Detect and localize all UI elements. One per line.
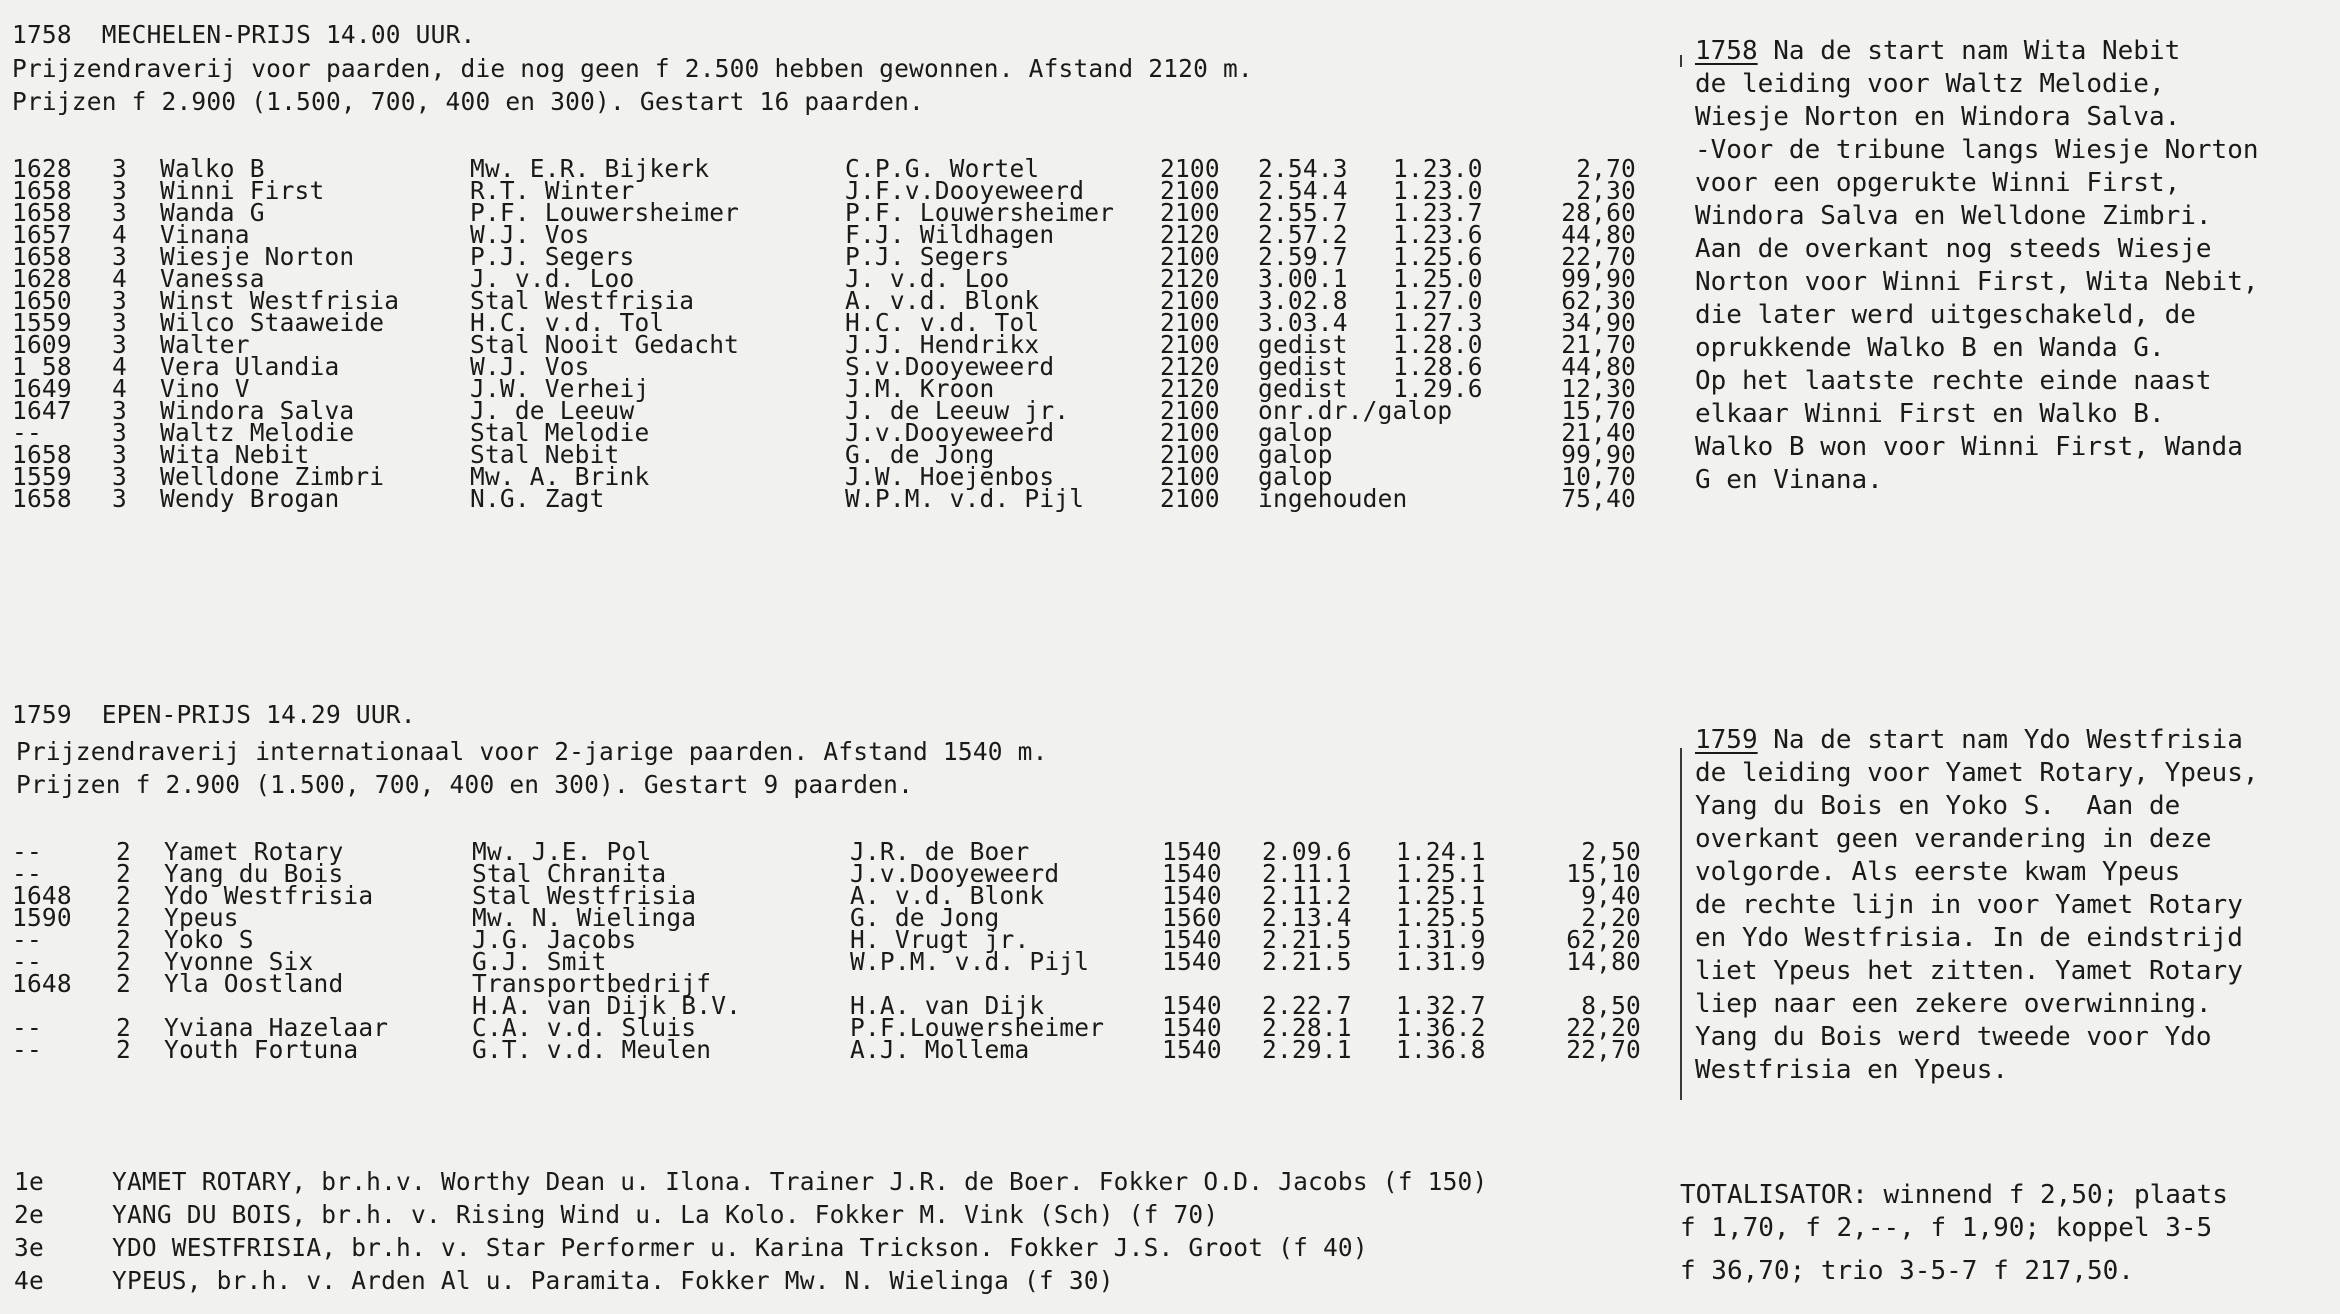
cell-km: 1.31.9 — [1396, 925, 1486, 954]
cell-odds: 99,90 — [1561, 440, 1636, 469]
cell-horse: Ydo Westfrisia — [164, 881, 374, 910]
commentary-line: volgorde. Als eerste kwam Ypeus — [1695, 857, 2181, 887]
cell-driver: A. v.d. Blonk — [845, 286, 1040, 315]
cell-ref: 1559 — [12, 308, 72, 337]
cell-km: 1.23.0 — [1393, 154, 1483, 183]
cell-dist: 2100 — [1160, 286, 1220, 315]
commentary-line: de rechte lijn in voor Yamet Rotary — [1695, 890, 2243, 920]
cell-driver: J.v.Dooyeweerd — [850, 859, 1060, 888]
cell-ref: 1648 — [12, 969, 72, 998]
cell-km: 1.36.2 — [1396, 1013, 1486, 1042]
cell-time: 3.03.4 — [1258, 308, 1348, 337]
cell-ref: 1647 — [12, 396, 72, 425]
totalisator-line: TOTALISATOR: winnend f 2,50; plaats — [1680, 1180, 2228, 1210]
cell-odds: 28,60 — [1561, 198, 1636, 227]
cell-age: 2 — [116, 837, 131, 866]
cell-odds: 8,50 — [1581, 991, 1641, 1020]
commentary-line: liep naar een zekere overwinning. — [1695, 989, 2212, 1019]
cell-owner: Mw. A. Brink — [470, 462, 650, 491]
cell-time: 2.21.5 — [1262, 947, 1352, 976]
cell-driver: J.M. Kroon — [845, 374, 995, 403]
cell-driver: P.F.Louwersheimer — [850, 1013, 1105, 1042]
commentary-line: Op het laatste rechte einde naast — [1695, 366, 2212, 396]
cell-horse: Winni First — [160, 176, 325, 205]
cell-driver: J.W. Hoejenbos — [845, 462, 1055, 491]
cell-time: galop — [1258, 440, 1333, 469]
cell-horse: Yang du Bois — [164, 859, 344, 888]
cell-time: ingehouden — [1258, 484, 1408, 513]
cell-age: 2 — [116, 859, 131, 888]
cell-odds: 21,40 — [1561, 418, 1636, 447]
cell-age: 2 — [116, 1035, 131, 1064]
cell-odds: 15,70 — [1561, 396, 1636, 425]
race-conditions: Prijzendraverij voor paarden, die nog geen f 2.500 hebben gewonnen. Afstand 2120 m. — [12, 54, 1253, 83]
cell-age: 3 — [112, 418, 127, 447]
cell-odds: 22,70 — [1561, 242, 1636, 271]
cell-dist: 1560 — [1162, 903, 1222, 932]
cell-time: onr.dr./galop — [1258, 396, 1453, 425]
cell-time: 2.29.1 — [1262, 1035, 1352, 1064]
cell-ref: 1590 — [12, 903, 72, 932]
cell-km: 1.25.1 — [1396, 881, 1486, 910]
cell-time: gedist — [1258, 374, 1348, 403]
commentary-line: Westfrisia en Ypeus. — [1695, 1055, 2009, 1085]
cell-owner: Stal Westfrisia — [472, 881, 697, 910]
cell-odds: 9,40 — [1581, 881, 1641, 910]
cell-driver: W.P.M. v.d. Pijl — [845, 484, 1085, 513]
race-prizes: Prijzen f 2.900 (1.500, 700, 400 en 300). Gestart 16 paarden. — [12, 87, 924, 116]
cell-ref: 1658 — [12, 198, 72, 227]
cell-horse: Wita Nebit — [160, 440, 310, 469]
cell-odds: 75,40 — [1561, 484, 1636, 513]
cell-dist: 2120 — [1160, 264, 1220, 293]
commentary-line: -Voor de tribune langs Wiesje Norton — [1695, 135, 2259, 165]
cell-time: 2.55.7 — [1258, 198, 1348, 227]
race-name: EPEN-PRIJS 14.29 UUR. — [101, 700, 416, 729]
commentary-line: Yang du Bois werd tweede voor Ydo — [1695, 1022, 2212, 1052]
cell-age: 3 — [112, 242, 127, 271]
cell-age: 3 — [112, 308, 127, 337]
cell-driver: A. v.d. Blonk — [850, 881, 1045, 910]
cell-odds: 62,20 — [1566, 925, 1641, 954]
cell-owner: C.A. v.d. Sluis — [472, 1013, 697, 1042]
placing-line: 1e YAMET ROTARY, br.h.v. Worthy Dean u. Ilona. Trainer J.R. de Boer. Fokker O.D. Jacobs (f 150) — [14, 1167, 1488, 1196]
cell-driver: G. de Jong — [845, 440, 995, 469]
cell-owner: J.G. Jacobs — [472, 925, 637, 954]
commentary-line: elkaar Winni First en Walko B. — [1695, 399, 2165, 429]
cell-km: 1.28.6 — [1393, 352, 1483, 381]
cell-age: 3 — [112, 396, 127, 425]
commentary-line: Windora Salva en Welldone Zimbri. — [1695, 201, 2212, 231]
commentary-first-line: 1759 Na de start nam Ydo Westfrisia — [1695, 725, 2243, 755]
cell-dist: 2100 — [1160, 154, 1220, 183]
cell-owner: Stal Melodie — [470, 418, 650, 447]
cell-owner: G.T. v.d. Meulen — [472, 1035, 712, 1064]
cell-ref: -- — [12, 837, 42, 866]
cell-owner: J. de Leeuw — [470, 396, 635, 425]
cell-odds: 34,90 — [1561, 308, 1636, 337]
cell-dist: 1540 — [1162, 925, 1222, 954]
cell-horse: Welldone Zimbri — [160, 462, 385, 491]
cell-dist: 2100 — [1160, 396, 1220, 425]
cell-time: gedist — [1258, 352, 1348, 381]
cell-owner: P.F. Louwersheimer — [470, 198, 740, 227]
cell-driver: C.P.G. Wortel — [845, 154, 1040, 183]
cell-km: 1.25.0 — [1393, 264, 1483, 293]
cell-age: 4 — [112, 264, 127, 293]
cell-km: 1.25.1 — [1396, 859, 1486, 888]
cell-age: 3 — [112, 286, 127, 315]
cell-dist: 1540 — [1162, 859, 1222, 888]
cell-age: 2 — [116, 903, 131, 932]
cell-age: 3 — [112, 198, 127, 227]
commentary-line: oprukkende Walko B en Wanda G. — [1695, 333, 2165, 363]
cell-driver: J. de Leeuw jr. — [845, 396, 1070, 425]
cell-owner: Stal Chranita — [472, 859, 667, 888]
cell-km: 1.25.6 — [1393, 242, 1483, 271]
cell-time: galop — [1258, 418, 1333, 447]
cell-age: 4 — [112, 220, 127, 249]
cell-km: 1.28.0 — [1393, 330, 1483, 359]
cell-owner: Mw. N. Wielinga — [472, 903, 697, 932]
cell-time: 2.11.1 — [1262, 859, 1352, 888]
cell-odds: 44,80 — [1561, 220, 1636, 249]
cell-horse: Youth Fortuna — [164, 1035, 359, 1064]
cell-owner: J.W. Verheij — [470, 374, 650, 403]
cell-horse: Vinana — [160, 220, 250, 249]
cell-owner: P.J. Segers — [470, 242, 635, 271]
cell-km: 1.27.0 — [1393, 286, 1483, 315]
cell-driver: J.F.v.Dooyeweerd — [845, 176, 1085, 205]
cell-dist: 1540 — [1162, 881, 1222, 910]
cell-ref: -- — [12, 859, 42, 888]
cell-age: 4 — [112, 374, 127, 403]
commentary-line: G en Vinana. — [1695, 465, 1883, 495]
cell-time: 2.21.5 — [1262, 925, 1352, 954]
cell-driver: H. Vrugt jr. — [850, 925, 1030, 954]
cell-horse: Winst Westfrisia — [160, 286, 400, 315]
commentary-line: de leiding voor Waltz Melodie, — [1695, 69, 2165, 99]
cell-odds: 22,20 — [1566, 1013, 1641, 1042]
cell-horse: Ypeus — [164, 903, 239, 932]
cell-dist: 2100 — [1160, 462, 1220, 491]
cell-ref: 1658 — [12, 484, 72, 513]
cell-age: 3 — [112, 462, 127, 491]
cell-ref: -- — [12, 1013, 42, 1042]
commentary-first-line: 1758 Na de start nam Wita Nebit — [1695, 36, 2181, 66]
cell-ref: -- — [12, 418, 42, 447]
cell-driver: P.F. Louwersheimer — [845, 198, 1115, 227]
cell-ref: 1658 — [12, 176, 72, 205]
commentary-number: 1759 — [1695, 725, 1758, 755]
cell-driver: J.J. Hendrikx — [845, 330, 1040, 359]
cell-age: 3 — [112, 154, 127, 183]
commentary-line: overkant geen verandering in deze — [1695, 824, 2212, 854]
commentary-line: liet Ypeus het zitten. Yamet Rotary — [1695, 956, 2243, 986]
cell-ref: 1658 — [12, 242, 72, 271]
cell-owner: W.J. Vos — [470, 352, 590, 381]
cell-odds: 12,30 — [1561, 374, 1636, 403]
cell-km: 1.24.1 — [1396, 837, 1486, 866]
cell-odds: 15,10 — [1566, 859, 1641, 888]
cell-dist: 2120 — [1160, 220, 1220, 249]
cell-dist: 2100 — [1160, 330, 1220, 359]
cell-km: 1.23.0 — [1393, 176, 1483, 205]
totalisator-line: f 36,70; trio 3-5-7 f 217,50. — [1680, 1256, 2134, 1286]
cell-owner: Stal Nebit — [470, 440, 620, 469]
commentary-line: de leiding voor Yamet Rotary, Ypeus, — [1695, 758, 2259, 788]
cell-age: 2 — [116, 1013, 131, 1042]
commentary-line: Yang du Bois en Yoko S. Aan de — [1695, 791, 2181, 821]
cell-km: 1.36.8 — [1396, 1035, 1486, 1064]
cell-horse: Waltz Melodie — [160, 418, 355, 447]
cell-odds: 10,70 — [1561, 462, 1636, 491]
cell-dist: 2120 — [1160, 374, 1220, 403]
cell-km: 1.27.3 — [1393, 308, 1483, 337]
cell-age: 4 — [112, 352, 127, 381]
cell-time: 2.13.4 — [1262, 903, 1352, 932]
cell-dist: 2100 — [1160, 176, 1220, 205]
cell-km: 1.23.6 — [1393, 220, 1483, 249]
cell-ref: 1657 — [12, 220, 72, 249]
cell-age: 3 — [112, 440, 127, 469]
cell-time: 2.54.4 — [1258, 176, 1348, 205]
cell-driver: P.J. Segers — [845, 242, 1010, 271]
cell-horse: Yamet Rotary — [164, 837, 344, 866]
cell-time: 3.02.8 — [1258, 286, 1348, 315]
commentary-line: die later werd uitgeschakeld, de — [1695, 300, 2196, 330]
placing-line: 2e YANG DU BOIS, br.h. v. Rising Wind u. La Kolo. Fokker M. Vink (Sch) (f 70) — [14, 1200, 1219, 1229]
cell-ref: 1648 — [12, 881, 72, 910]
cell-odds: 2,30 — [1576, 176, 1636, 205]
commentary-line: voor een opgerukte Winni First, — [1695, 168, 2181, 198]
cell-horse: Wanda G — [160, 198, 265, 227]
cell-horse: Yviana Hazelaar — [164, 1013, 389, 1042]
cell-dist: 1540 — [1162, 991, 1222, 1020]
cell-owner: Stal Nooit Gedacht — [470, 330, 740, 359]
cell-horse: Walko B — [160, 154, 265, 183]
cell-horse: Yoko S — [164, 925, 254, 954]
placing-line: 4e YPEUS, br.h. v. Arden Al u. Paramita. Fokker Mw. N. Wielinga (f 30) — [14, 1266, 1114, 1295]
cell-driver: H.A. van Dijk — [850, 991, 1045, 1020]
cell-owner: H.C. v.d. Tol — [470, 308, 665, 337]
race-conditions: Prijzendraverij internationaal voor 2-jarige paarden. Afstand 1540 m. — [16, 737, 1048, 766]
race-header — [12, 20, 476, 49]
cell-ref: 1658 — [12, 440, 72, 469]
race-number: 1759 — [12, 700, 72, 729]
cell-horse: Walter — [160, 330, 250, 359]
commentary-line: Wiesje Norton en Windora Salva. — [1695, 102, 2181, 132]
cell-odds: 2,70 — [1576, 154, 1636, 183]
cell-dist: 1540 — [1162, 1035, 1222, 1064]
race-name: MECHELEN-PRIJS 14.00 UUR. — [101, 20, 476, 49]
cell-age: 2 — [116, 947, 131, 976]
cell-driver: G. de Jong — [850, 903, 1000, 932]
cell-dist: 2100 — [1160, 198, 1220, 227]
cell-ref: 1628 — [12, 264, 72, 293]
cell-owner: Stal Westfrisia — [470, 286, 695, 315]
cell-km: 1.32.7 — [1396, 991, 1486, 1020]
cell-dist: 1540 — [1162, 947, 1222, 976]
cell-km: 1.25.5 — [1396, 903, 1486, 932]
cell-odds: 44,80 — [1561, 352, 1636, 381]
cell-owner: G.J. Smit — [472, 947, 607, 976]
cell-time: 2.28.1 — [1262, 1013, 1352, 1042]
cell-ref: -- — [12, 1035, 42, 1064]
cell-driver: F.J. Wildhagen — [845, 220, 1055, 249]
cell-ref: 1649 — [12, 374, 72, 403]
cell-driver: H.C. v.d. Tol — [845, 308, 1040, 337]
cell-ref: 1559 — [12, 462, 72, 491]
cell-horse: Vera Ulandia — [160, 352, 340, 381]
cell-odds: 22,70 — [1566, 1035, 1641, 1064]
cell-ref: 1628 — [12, 154, 72, 183]
cell-km: 1.31.9 — [1396, 947, 1486, 976]
cell-horse: Windora Salva — [160, 396, 355, 425]
commentary-line: Aan de overkant nog steeds Wiesje — [1695, 234, 2212, 264]
cell-km: 1.23.7 — [1393, 198, 1483, 227]
cell-horse: Yla Oostland — [164, 969, 344, 998]
placing-line: 3e YDO WESTFRISIA, br.h. v. Star Performer u. Karina Trickson. Fokker J.S. Groot (f 40) — [14, 1233, 1368, 1262]
cell-owner: W.J. Vos — [470, 220, 590, 249]
cell-dist: 2100 — [1160, 440, 1220, 469]
cell-age: 2 — [116, 925, 131, 954]
cell-owner: R.T. Winter — [470, 176, 635, 205]
cell-odds: 21,70 — [1561, 330, 1636, 359]
cell-horse: Wendy Brogan — [160, 484, 340, 513]
cell-driver: J.v.Dooyeweerd — [845, 418, 1055, 447]
cell-age: 2 — [116, 881, 131, 910]
cell-dist: 2120 — [1160, 352, 1220, 381]
cell-ref: -- — [12, 947, 42, 976]
cell-time: 2.57.2 — [1258, 220, 1348, 249]
cell-ref: 1609 — [12, 330, 72, 359]
cell-dist: 1540 — [1162, 837, 1222, 866]
column-rule — [1680, 55, 1682, 67]
cell-horse: Yvonne Six — [164, 947, 314, 976]
cell-odds: 2,20 — [1581, 903, 1641, 932]
cell-dist: 1540 — [1162, 1013, 1222, 1042]
cell-ref: 1 58 — [12, 352, 72, 381]
cell-dist: 2100 — [1160, 484, 1220, 513]
commentary-number: 1758 — [1695, 36, 1758, 66]
cell-age: 3 — [112, 484, 127, 513]
commentary-line: Walko B won voor Winni First, Wanda — [1695, 432, 2243, 462]
totalisator-line: f 1,70, f 2,--, f 1,90; koppel 3-5 — [1680, 1213, 2213, 1243]
cell-time: 2.22.7 — [1262, 991, 1352, 1020]
cell-ref: 1650 — [12, 286, 72, 315]
cell-owner: Mw. E.R. Bijkerk — [470, 154, 710, 183]
cell-odds: 62,30 — [1561, 286, 1636, 315]
cell-age: 2 — [116, 969, 131, 998]
cell-time: galop — [1258, 462, 1333, 491]
cell-time: gedist — [1258, 330, 1348, 359]
column-rule — [1680, 748, 1682, 1100]
cell-driver: W.P.M. v.d. Pijl — [850, 947, 1090, 976]
cell-driver: A.J. Mollema — [850, 1035, 1030, 1064]
cell-time: 2.59.7 — [1258, 242, 1348, 271]
cell-odds: 99,90 — [1561, 264, 1636, 293]
cell-owner: Transportbedrijf — [472, 969, 712, 998]
race-prizes: Prijzen f 2.900 (1.500, 700, 400 en 300). Gestart 9 paarden. — [16, 770, 914, 799]
cell-owner: N.G. Zagt — [470, 484, 605, 513]
cell-ref: -- — [12, 925, 42, 954]
cell-dist: 2100 — [1160, 418, 1220, 447]
cell-time: 3.00.1 — [1258, 264, 1348, 293]
cell-odds: 2,50 — [1581, 837, 1641, 866]
cell-horse: Wilco Staaweide — [160, 308, 385, 337]
cell-owner: J. v.d. Loo — [470, 264, 635, 293]
cell-time: 2.54.3 — [1258, 154, 1348, 183]
cell-age: 3 — [112, 176, 127, 205]
race-header — [12, 700, 416, 729]
cell-driver: S.v.Dooyeweerd — [845, 352, 1055, 381]
cell-horse: Wiesje Norton — [160, 242, 355, 271]
cell-age: 3 — [112, 330, 127, 359]
cell-owner: H.A. van Dijk B.V. — [472, 991, 742, 1020]
cell-dist: 2100 — [1160, 308, 1220, 337]
cell-horse: Vino V — [160, 374, 250, 403]
cell-driver: J.R. de Boer — [850, 837, 1030, 866]
race-number: 1758 — [12, 20, 72, 49]
commentary-line: Norton voor Winni First, Wita Nebit, — [1695, 267, 2259, 297]
cell-odds: 14,80 — [1566, 947, 1641, 976]
cell-dist: 2100 — [1160, 242, 1220, 271]
cell-km: 1.29.6 — [1393, 374, 1483, 403]
commentary-line: en Ydo Westfrisia. In de eindstrijd — [1695, 923, 2243, 953]
cell-time: 2.09.6 — [1262, 837, 1352, 866]
cell-time: 2.11.2 — [1262, 881, 1352, 910]
cell-horse: Vanessa — [160, 264, 265, 293]
cell-owner: Mw. J.E. Pol — [472, 837, 652, 866]
cell-driver: J. v.d. Loo — [845, 264, 1010, 293]
